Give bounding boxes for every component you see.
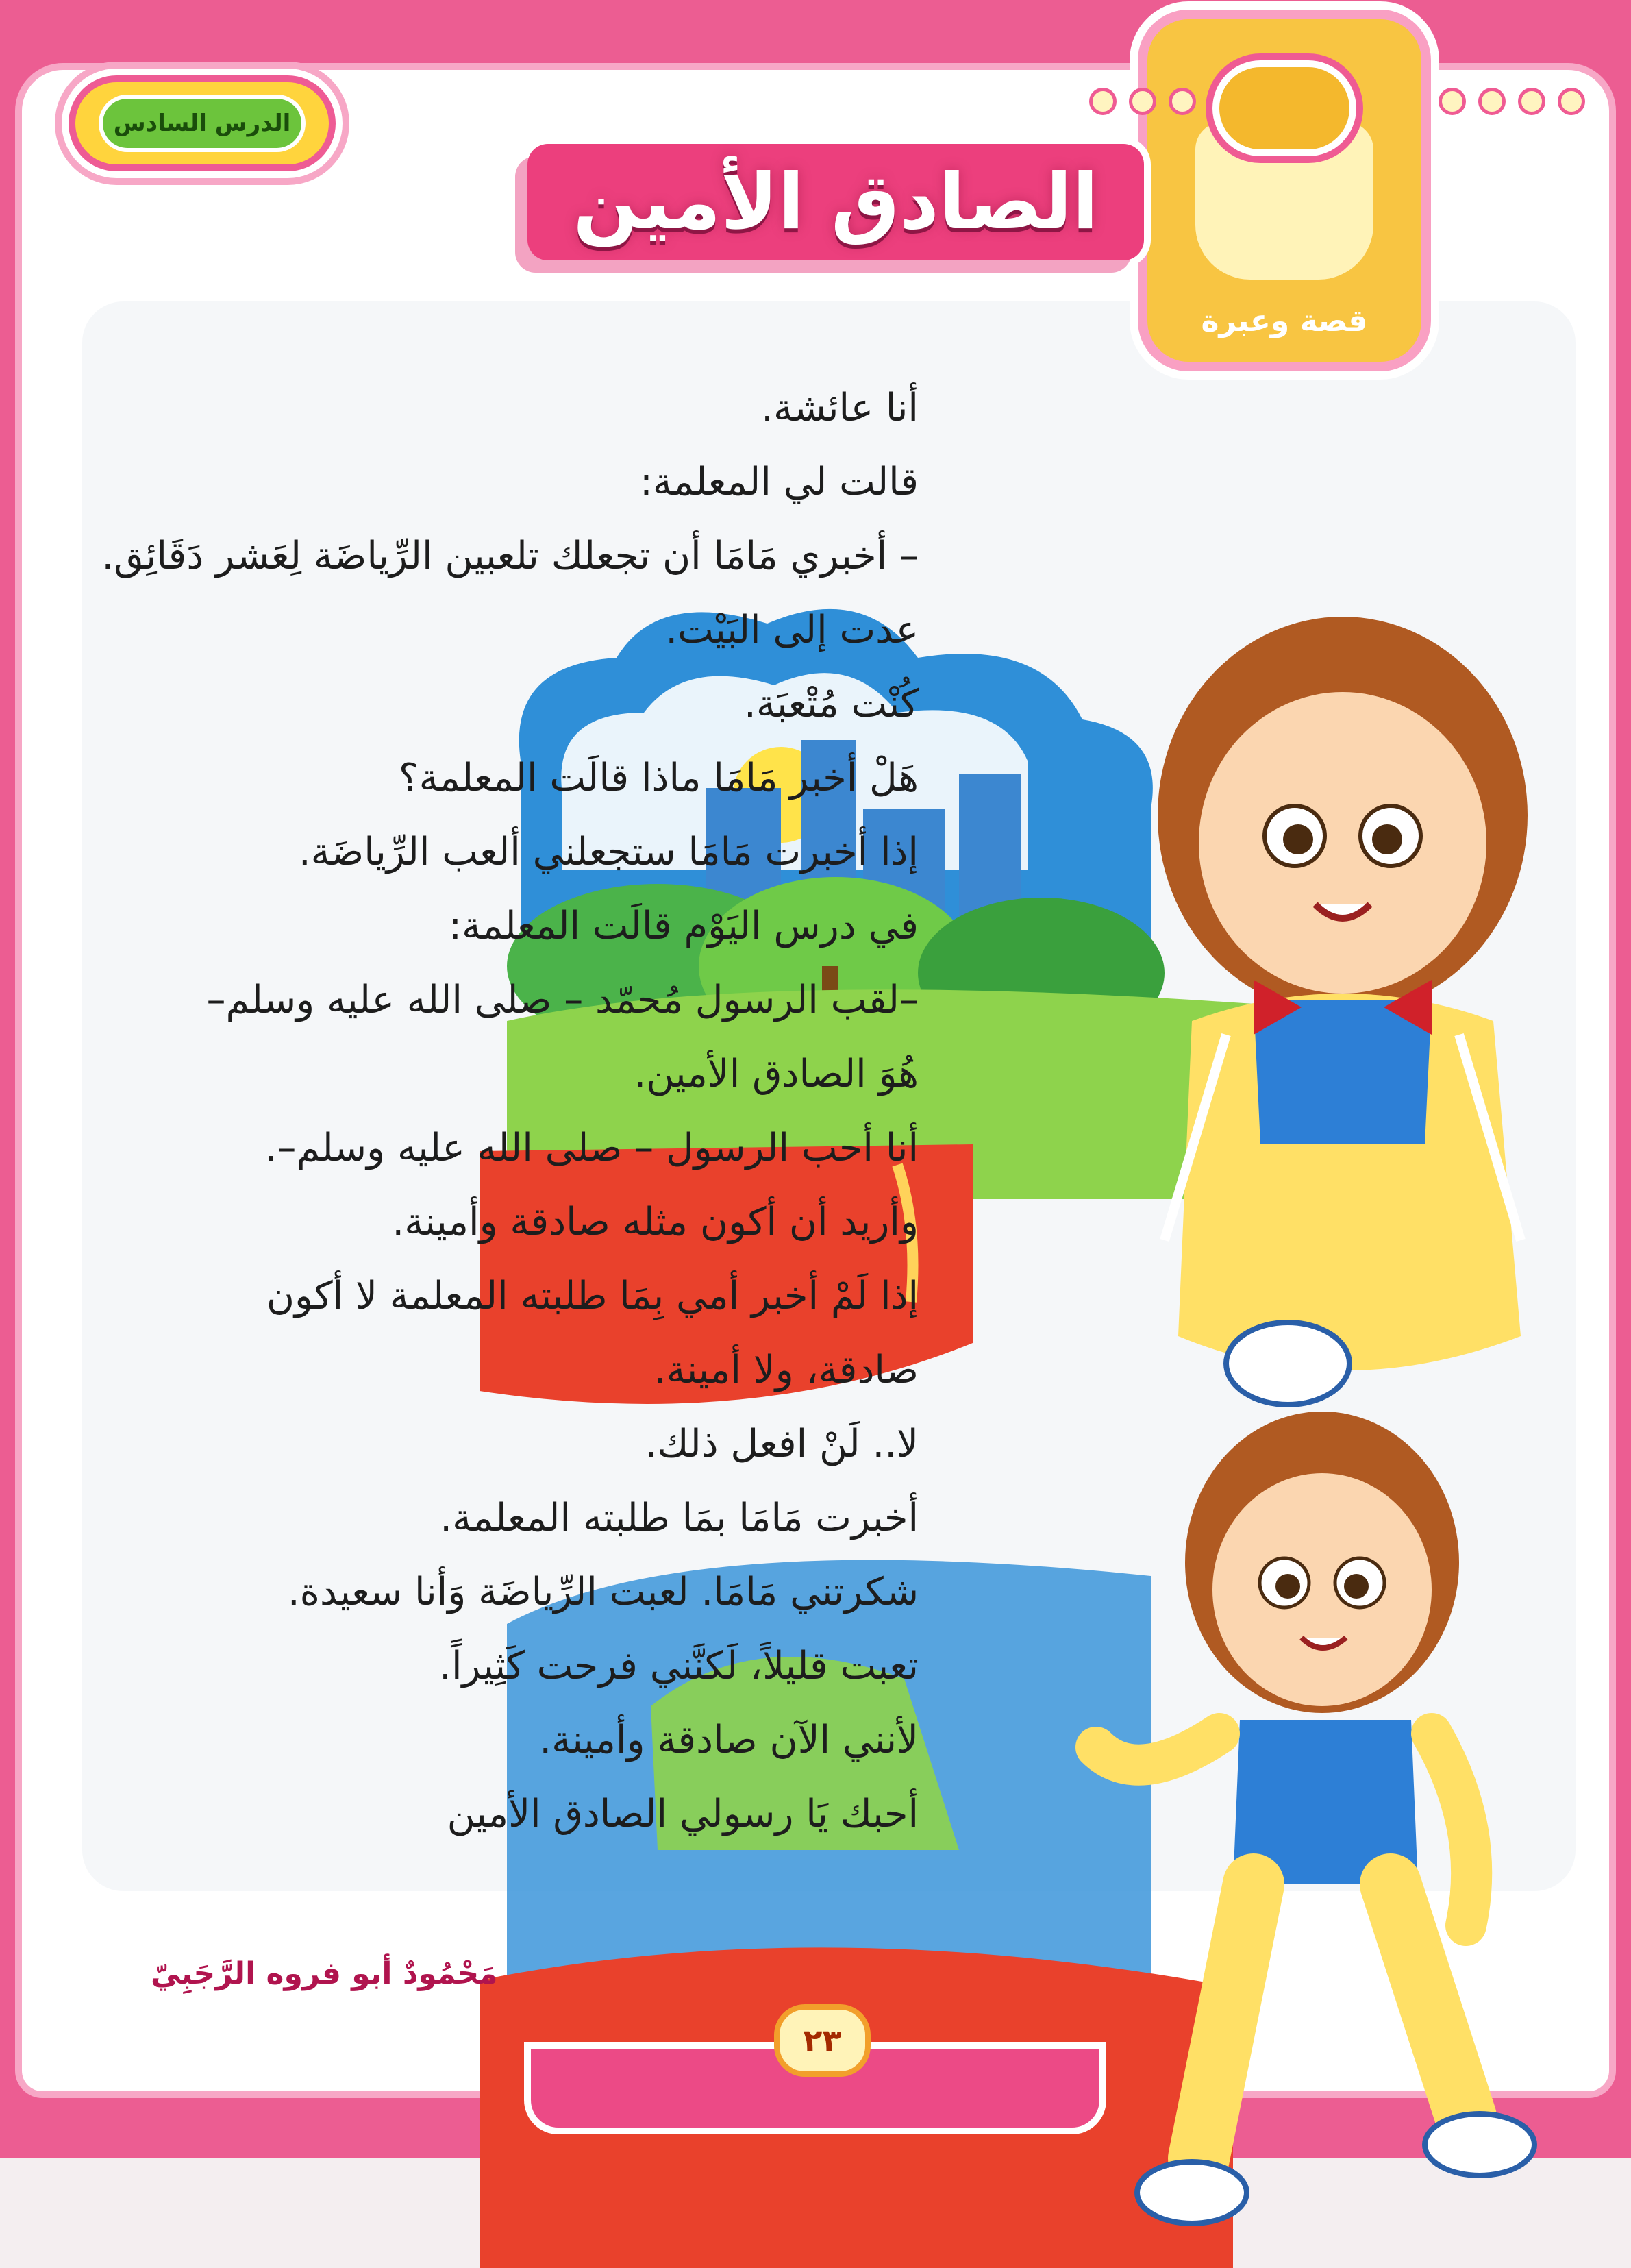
story-line: وأريد أن أكون مثله صادقة وأمينة. xyxy=(392,1200,919,1244)
bead-icon xyxy=(1518,88,1545,115)
title-banner xyxy=(527,144,1144,260)
bead-icon xyxy=(1558,88,1585,115)
story-line: إذا أخبرت مَامَا ستجعلني ألعب الرِّياضَة. xyxy=(298,830,919,874)
story-line: هُوَ الصادق الأمين. xyxy=(634,1052,919,1096)
story-line: في درس اليَوْم قالَت المعلمة: xyxy=(449,904,919,948)
author-name: مَحْمُودٌ أبو فروه الرَّجَبِيّ xyxy=(151,1956,498,1991)
decorative-beads-right xyxy=(1439,88,1585,115)
story-line: كُنْت مُتْعبَة. xyxy=(744,682,919,726)
story-line: هَلْ أخبر مَامَا ماذا قالَت المعلمة؟ xyxy=(398,756,919,800)
story-line: أنا عائشة. xyxy=(761,386,919,430)
bead-icon xyxy=(1439,88,1466,115)
bead-icon xyxy=(1129,88,1156,115)
section-label: قصة وعبرة xyxy=(1201,304,1368,338)
story-line: إذا لَمْ أخبر أمي بِمَا طلبته المعلمة لا أكون xyxy=(266,1274,919,1318)
story-line: تعبت قليلاً، لَكنَّني فرحت كَثِيراً. xyxy=(439,1644,919,1688)
ornament-icon xyxy=(1219,67,1349,149)
bead-icon xyxy=(1169,88,1196,115)
story-line: لأنني الآن صادقة وأمينة. xyxy=(539,1718,919,1762)
story-line: قالت لي المعلمة: xyxy=(639,460,919,504)
story-line: أحبك يَا رسولي الصادق الأمين xyxy=(447,1792,919,1836)
story-line: لا.. لَنْ افعل ذلك. xyxy=(645,1422,919,1466)
story-line: –لقب الرسول مُحمّد – صلى الله عليه وسلم– xyxy=(206,978,919,1022)
decorative-beads-left xyxy=(1089,88,1196,115)
story-line: شكرتني مَامَا. لعبت الرِّياضَة وَأنا سعيدة. xyxy=(287,1570,919,1614)
bead-icon xyxy=(1089,88,1117,115)
story-line: صادقة، ولا أمينة. xyxy=(653,1348,919,1392)
lesson-label: الدرس السادس xyxy=(113,110,291,137)
story-line: – أخبري مَامَا أن تجعلك تلعبين الرِّياضَة لِعَشر دَقَائِق. xyxy=(101,534,919,578)
story-line: عدت إلى البَيْت. xyxy=(665,608,919,652)
lesson-badge-inner xyxy=(103,99,301,148)
story-line: أخبرت مَامَا بمَا طلبته المعلمة. xyxy=(440,1496,919,1540)
section-tab xyxy=(1147,19,1421,362)
page-title: الصادق الأمين xyxy=(573,158,1099,247)
page-number: ٢٣ xyxy=(774,2004,871,2077)
story-line: أنا أحب الرسول – صلى الله عليه وسلم–. xyxy=(264,1126,919,1170)
story-text xyxy=(97,371,919,1851)
lesson-badge xyxy=(75,82,329,164)
bead-icon xyxy=(1478,88,1506,115)
